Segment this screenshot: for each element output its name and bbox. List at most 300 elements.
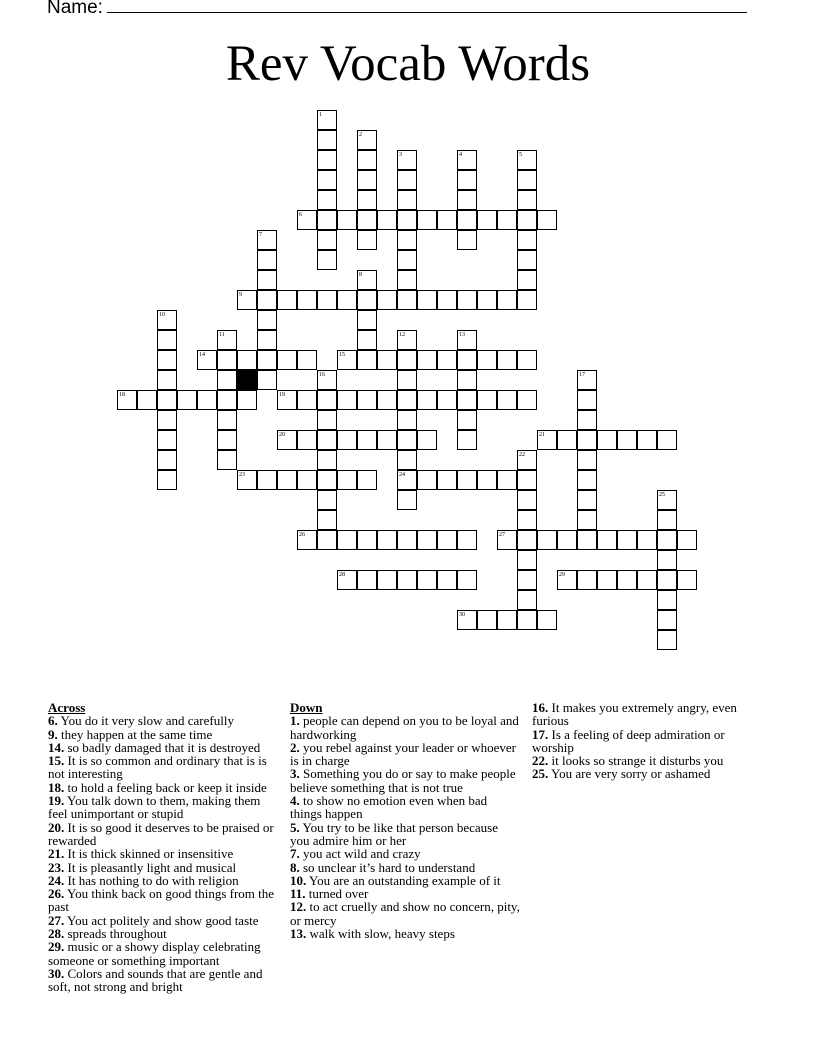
- grid-cell[interactable]: [577, 530, 597, 550]
- grid-cell[interactable]: [137, 390, 157, 410]
- clue-number: 6.: [48, 713, 58, 729]
- grid-cell[interactable]: [437, 350, 457, 370]
- grid-cell[interactable]: [397, 530, 417, 550]
- grid-cell[interactable]: [537, 610, 557, 630]
- clue-number: 17.: [532, 726, 549, 742]
- grid-cell[interactable]: [257, 370, 277, 390]
- grid-cell[interactable]: [217, 430, 237, 450]
- clue-text: they happen at the same time: [57, 726, 213, 742]
- clue-number-6: 6: [299, 212, 302, 218]
- clue-number: 15.: [48, 753, 65, 769]
- grid-cell[interactable]: [237, 390, 257, 410]
- grid-cell[interactable]: [397, 190, 417, 210]
- down-clue: [290, 741, 520, 768]
- grid-cell[interactable]: [337, 390, 357, 410]
- grid-cell[interactable]: [357, 530, 377, 550]
- clue-number: 4.: [290, 793, 300, 809]
- grid-cell[interactable]: [337, 290, 357, 310]
- grid-cell[interactable]: [517, 590, 537, 610]
- grid-cell[interactable]: [437, 470, 457, 490]
- clue-number: 16.: [532, 700, 549, 715]
- grid-cell[interactable]: [377, 530, 397, 550]
- clue-number-8: 8: [359, 272, 362, 278]
- grid-cell[interactable]: [597, 430, 617, 450]
- grid-cell[interactable]: [617, 570, 637, 590]
- grid-cell[interactable]: [317, 250, 337, 270]
- clue-number: 12.: [290, 899, 307, 915]
- clue-number: 5.: [290, 819, 300, 835]
- grid-cell[interactable]: [257, 330, 277, 350]
- clue-text: Colors and sounds that are gentle and soft, not strong and bright: [48, 965, 263, 995]
- grid-cell[interactable]: [357, 290, 377, 310]
- grid-cell[interactable]: [397, 490, 417, 510]
- grid-cell[interactable]: [457, 390, 477, 410]
- grid-cell[interactable]: [157, 330, 177, 350]
- grid-cell[interactable]: [317, 410, 337, 430]
- clue-text: You act politely and show good taste: [64, 912, 259, 928]
- grid-cell[interactable]: [357, 570, 377, 590]
- clue-text: people can depend on you to be loyal and hardworking: [290, 713, 519, 742]
- clue-number: 28.: [48, 926, 65, 942]
- grid-cell[interactable]: [197, 390, 217, 410]
- clue-number: 1.: [290, 713, 300, 729]
- grid-cell[interactable]: [317, 130, 337, 150]
- grid-cell[interactable]: [517, 170, 537, 190]
- clue-text: You are an outstanding example of it: [306, 872, 501, 888]
- grid-cell[interactable]: [437, 390, 457, 410]
- across-clue: [48, 847, 278, 860]
- grid-cell[interactable]: [277, 470, 297, 490]
- grid-cell[interactable]: [457, 470, 477, 490]
- clue-number-29: 29: [559, 572, 565, 578]
- clue-number-4: 4: [459, 152, 462, 158]
- clue-number: 26.: [48, 886, 65, 902]
- clue-text: it looks so strange it disturbs you: [548, 753, 724, 769]
- grid-cell[interactable]: [377, 350, 397, 370]
- clue-number-5: 5: [519, 152, 522, 158]
- grid-cell[interactable]: [377, 570, 397, 590]
- grid-cell[interactable]: [417, 210, 437, 230]
- grid-cell[interactable]: [277, 290, 297, 310]
- grid-cell[interactable]: [157, 450, 177, 470]
- clue-number: 24.: [48, 872, 65, 888]
- grid-cell[interactable]: [457, 530, 477, 550]
- grid-cell[interactable]: [477, 470, 497, 490]
- clue-number: 11.: [290, 886, 306, 902]
- grid-cell[interactable]: [317, 150, 337, 170]
- grid-cell[interactable]: [517, 230, 537, 250]
- clue-number-24: 24: [399, 472, 405, 478]
- clue-number-1: 1: [319, 112, 322, 118]
- grid-cell[interactable]: [417, 570, 437, 590]
- grid-cell[interactable]: [177, 390, 197, 410]
- grid-cell[interactable]: [257, 470, 277, 490]
- clue-number-15: 15: [339, 352, 345, 358]
- grid-cell[interactable]: [317, 190, 337, 210]
- grid-cell[interactable]: [357, 310, 377, 330]
- down-clue: [290, 900, 520, 927]
- grid-cell[interactable]: [377, 290, 397, 310]
- grid-cell[interactable]: [477, 610, 497, 630]
- grid-cell[interactable]: [537, 210, 557, 230]
- grid-cell[interactable]: [417, 290, 437, 310]
- clue-number: 23.: [48, 859, 65, 875]
- grid-cell[interactable]: [657, 630, 677, 650]
- clue-number: 14.: [48, 739, 65, 755]
- down-clue: [290, 714, 520, 741]
- grid-cell[interactable]: [257, 310, 277, 330]
- grid-cell[interactable]: [417, 430, 437, 450]
- grid-cell[interactable]: [517, 250, 537, 270]
- clue-number-14: 14: [199, 352, 205, 358]
- grid-cell[interactable]: [157, 390, 177, 410]
- grid-cell[interactable]: [257, 250, 277, 270]
- clue-text: It is so common and ordinary that is is not interesting: [48, 753, 267, 782]
- grid-cell[interactable]: [517, 530, 537, 550]
- grid-cell[interactable]: [477, 350, 497, 370]
- grid-cell[interactable]: [357, 170, 377, 190]
- grid-cell[interactable]: [357, 190, 377, 210]
- black-cell: [237, 370, 257, 390]
- clue-text: You try to be like that person because you admire him or her: [290, 819, 498, 848]
- grid-cell[interactable]: [157, 410, 177, 430]
- clue-column-3: [532, 701, 757, 781]
- down-heading: Down: [290, 700, 323, 715]
- clue-text: you rebel against your leader or whoever is in charge: [290, 739, 516, 769]
- clue-text: It is so good it deserves to be praised or rewarded: [48, 819, 274, 848]
- grid-cell[interactable]: [437, 530, 457, 550]
- clue-text: so badly damaged that it is destroyed: [64, 739, 261, 755]
- across-clue: [48, 754, 278, 781]
- clue-text: spreads throughout: [64, 926, 167, 942]
- grid-cell[interactable]: [497, 290, 517, 310]
- grid-cell[interactable]: [417, 350, 437, 370]
- grid-cell[interactable]: [157, 370, 177, 390]
- grid-cell[interactable]: [657, 610, 677, 630]
- grid-cell[interactable]: [457, 190, 477, 210]
- grid-cell[interactable]: [317, 530, 337, 550]
- grid-cell[interactable]: [397, 570, 417, 590]
- grid-cell[interactable]: [217, 350, 237, 370]
- grid-cell[interactable]: [317, 170, 337, 190]
- grid-cell[interactable]: [577, 390, 597, 410]
- grid-cell[interactable]: [317, 510, 337, 530]
- clue-number: 30.: [48, 965, 65, 981]
- grid-cell[interactable]: [297, 290, 317, 310]
- grid-cell[interactable]: [317, 390, 337, 410]
- grid-cell[interactable]: [597, 570, 617, 590]
- grid-cell[interactable]: [657, 590, 677, 610]
- clue-number: 29.: [48, 939, 65, 955]
- grid-cell[interactable]: [357, 430, 377, 450]
- across-clue: [48, 887, 278, 914]
- down-clue: [532, 728, 757, 755]
- clue-number-12: 12: [399, 332, 405, 338]
- clue-text: You do it very slow and carefully: [57, 713, 234, 729]
- grid-cell[interactable]: [577, 490, 597, 510]
- clue-number: 2.: [290, 739, 300, 755]
- grid-cell[interactable]: [217, 370, 237, 390]
- grid-cell[interactable]: [337, 530, 357, 550]
- grid-cell[interactable]: [257, 350, 277, 370]
- clue-number-19: 19: [279, 392, 285, 398]
- clue-number-22: 22: [519, 452, 525, 458]
- clue-number-18: 18: [119, 392, 125, 398]
- clue-number-7: 7: [259, 232, 262, 238]
- grid-cell[interactable]: [537, 530, 557, 550]
- grid-cell[interactable]: [457, 230, 477, 250]
- grid-cell[interactable]: [577, 450, 597, 470]
- clue-number: 25.: [532, 766, 549, 782]
- grid-cell[interactable]: [397, 370, 417, 390]
- clue-text: Is a feeling of deep admiration or worship: [532, 726, 725, 755]
- grid-cell[interactable]: [617, 530, 637, 550]
- grid-cell[interactable]: [397, 290, 417, 310]
- across-clue: [48, 861, 278, 874]
- clue-number-2: 2: [359, 132, 362, 138]
- grid-cell[interactable]: [357, 230, 377, 250]
- grid-cell[interactable]: [457, 210, 477, 230]
- grid-cell[interactable]: [297, 350, 317, 370]
- grid-cell[interactable]: [577, 470, 597, 490]
- grid-cell[interactable]: [217, 390, 237, 410]
- grid-cell[interactable]: [377, 430, 397, 450]
- grid-cell[interactable]: [457, 430, 477, 450]
- grid-cell[interactable]: [517, 510, 537, 530]
- across-clue: [48, 781, 278, 794]
- clue-number: 8.: [290, 859, 300, 875]
- grid-cell[interactable]: [477, 290, 497, 310]
- grid-cell[interactable]: [517, 290, 537, 310]
- name-label: Name:: [47, 0, 103, 18]
- grid-cell[interactable]: [577, 570, 597, 590]
- grid-cell[interactable]: [397, 170, 417, 190]
- clue-text: It is thick skinned or insensitive: [64, 846, 234, 862]
- across-clue: [48, 874, 278, 887]
- down-clue: [290, 821, 520, 848]
- grid-cell[interactable]: [337, 210, 357, 230]
- grid-cell[interactable]: [497, 610, 517, 630]
- grid-cell[interactable]: [397, 230, 417, 250]
- clue-text: to act cruelly and show no concern, pity, or mercy: [290, 899, 520, 928]
- clue-text: to show no emotion even when bad things happen: [290, 793, 488, 822]
- clue-number: 9.: [48, 726, 58, 742]
- grid-cell[interactable]: [377, 210, 397, 230]
- grid-cell[interactable]: [397, 250, 417, 270]
- grid-cell[interactable]: [517, 490, 537, 510]
- grid-cell[interactable]: [357, 330, 377, 350]
- grid-cell[interactable]: [497, 350, 517, 370]
- clue-text: It makes you extremely angry, even furious: [532, 700, 737, 729]
- clue-text: It is pleasantly light and musical: [64, 859, 237, 875]
- grid-cell[interactable]: [417, 530, 437, 550]
- clue-column-1: [48, 701, 278, 994]
- grid-cell[interactable]: [637, 530, 657, 550]
- grid-cell[interactable]: [157, 470, 177, 490]
- grid-cell[interactable]: [297, 430, 317, 450]
- grid-cell[interactable]: [297, 390, 317, 410]
- down-clue: [290, 794, 520, 821]
- grid-cell[interactable]: [497, 210, 517, 230]
- grid-cell[interactable]: [517, 350, 537, 370]
- grid-cell[interactable]: [397, 390, 417, 410]
- grid-cell[interactable]: [357, 350, 377, 370]
- grid-cell[interactable]: [617, 430, 637, 450]
- grid-cell[interactable]: [397, 450, 417, 470]
- clue-number-16: 16: [319, 372, 325, 378]
- clue-text: turned over: [305, 886, 369, 902]
- clue-column-2: [290, 701, 520, 940]
- clue-text: It has nothing to do with religion: [64, 872, 239, 888]
- grid-cell[interactable]: [337, 470, 357, 490]
- grid-cell[interactable]: [637, 570, 657, 590]
- clue-number-3: 3: [399, 152, 402, 158]
- grid-cell[interactable]: [317, 290, 337, 310]
- grid-cell[interactable]: [257, 270, 277, 290]
- grid-cell[interactable]: [637, 430, 657, 450]
- clue-text: You think back on good things from the past: [48, 886, 275, 915]
- grid-cell[interactable]: [357, 470, 377, 490]
- clue-text: to hold a feeling back or keep it inside: [64, 779, 267, 795]
- clue-text: walk with slow, heavy steps: [306, 926, 455, 942]
- grid-cell[interactable]: [557, 530, 577, 550]
- down-clue: [290, 847, 520, 860]
- across-clue: [48, 927, 278, 940]
- down-clue: [290, 927, 520, 940]
- grid-cell[interactable]: [317, 450, 337, 470]
- grid-cell[interactable]: [357, 390, 377, 410]
- clue-number: 21.: [48, 846, 65, 862]
- clue-number: 22.: [532, 753, 549, 769]
- grid-cell[interactable]: [317, 230, 337, 250]
- grid-cell[interactable]: [517, 570, 537, 590]
- clue-number-11: 11: [219, 332, 225, 338]
- clue-number-27: 27: [499, 532, 505, 538]
- across-clue: [48, 821, 278, 848]
- grid-cell[interactable]: [577, 430, 597, 450]
- grid-cell[interactable]: [357, 210, 377, 230]
- clue-text: Something you do or say to make people believe something that is not true: [290, 766, 516, 795]
- clue-number-30: 30: [459, 612, 465, 618]
- grid-cell[interactable]: [677, 530, 697, 550]
- clue-number-23: 23: [239, 472, 245, 478]
- grid-cell[interactable]: [437, 290, 457, 310]
- grid-cell[interactable]: [457, 350, 477, 370]
- clue-number: 20.: [48, 819, 65, 835]
- across-clue: [48, 714, 278, 727]
- grid-cell[interactable]: [657, 550, 677, 570]
- grid-cell[interactable]: [517, 190, 537, 210]
- grid-cell[interactable]: [437, 210, 457, 230]
- clue-number: 19.: [48, 793, 65, 809]
- clue-number: 13.: [290, 926, 307, 942]
- grid-cell[interactable]: [157, 430, 177, 450]
- grid-cell[interactable]: [597, 530, 617, 550]
- across-clue: [48, 741, 278, 754]
- grid-cell[interactable]: [297, 470, 317, 490]
- clue-text: You are very sorry or ashamed: [548, 766, 711, 782]
- grid-cell[interactable]: [377, 390, 397, 410]
- clue-number: 10.: [290, 872, 307, 888]
- grid-cell[interactable]: [677, 570, 697, 590]
- grid-cell[interactable]: [477, 210, 497, 230]
- clue-number-28: 28: [339, 572, 345, 578]
- down-clue: [290, 887, 520, 900]
- grid-cell[interactable]: [417, 390, 437, 410]
- grid-cell[interactable]: [157, 350, 177, 370]
- grid-cell[interactable]: [657, 570, 677, 590]
- grid-cell[interactable]: [517, 610, 537, 630]
- grid-cell[interactable]: [277, 350, 297, 370]
- grid-cell[interactable]: [497, 390, 517, 410]
- across-clue: [48, 728, 278, 741]
- clue-number-20: 20: [279, 432, 285, 438]
- grid-cell[interactable]: [357, 150, 377, 170]
- grid-cell[interactable]: [437, 570, 457, 590]
- grid-cell[interactable]: [237, 350, 257, 370]
- grid-cell[interactable]: [657, 510, 677, 530]
- down-clue: [532, 754, 757, 767]
- grid-cell[interactable]: [457, 290, 477, 310]
- down-clue: [532, 701, 757, 728]
- clue-number: 7.: [290, 846, 300, 862]
- grid-cell[interactable]: [517, 470, 537, 490]
- grid-cell[interactable]: [317, 210, 337, 230]
- grid-cell[interactable]: [557, 430, 577, 450]
- across-clue: [48, 967, 278, 994]
- clue-text: so unclear it’s hard to understand: [299, 859, 476, 875]
- grid-cell[interactable]: [317, 470, 337, 490]
- grid-cell[interactable]: [257, 290, 277, 310]
- grid-cell[interactable]: [417, 470, 437, 490]
- grid-cell[interactable]: [317, 490, 337, 510]
- clue-number-17: 17: [579, 372, 585, 378]
- grid-cell[interactable]: [497, 470, 517, 490]
- grid-cell[interactable]: [217, 410, 237, 430]
- clue-number-13: 13: [459, 332, 465, 338]
- grid-cell[interactable]: [457, 410, 477, 430]
- grid-cell[interactable]: [477, 390, 497, 410]
- grid-cell[interactable]: [457, 170, 477, 190]
- grid-cell[interactable]: [657, 430, 677, 450]
- grid-cell[interactable]: [517, 390, 537, 410]
- grid-cell[interactable]: [517, 210, 537, 230]
- clue-text: music or a showy display celebrating someone or something important: [48, 939, 261, 968]
- grid-cell[interactable]: [217, 450, 237, 470]
- grid-cell[interactable]: [337, 430, 357, 450]
- across-heading: Across: [48, 700, 86, 715]
- grid-cell[interactable]: [317, 430, 337, 450]
- grid-cell[interactable]: [517, 550, 537, 570]
- clue-number-25: 25: [659, 492, 665, 498]
- grid-cell[interactable]: [397, 210, 417, 230]
- grid-cell[interactable]: [397, 430, 417, 450]
- down-clue: [290, 861, 520, 874]
- grid-cell[interactable]: [457, 370, 477, 390]
- clue-number: 27.: [48, 912, 65, 928]
- clue-text: You talk down to them, making them feel unimportant or stupid: [48, 793, 261, 822]
- grid-cell[interactable]: [517, 270, 537, 290]
- grid-cell[interactable]: [397, 350, 417, 370]
- down-clue: [290, 874, 520, 887]
- grid-cell[interactable]: [577, 510, 597, 530]
- grid-cell[interactable]: [397, 410, 417, 430]
- grid-cell[interactable]: [457, 570, 477, 590]
- clue-number-9: 9: [239, 292, 242, 298]
- grid-cell[interactable]: [397, 270, 417, 290]
- grid-cell[interactable]: [657, 530, 677, 550]
- grid-cell[interactable]: [577, 410, 597, 430]
